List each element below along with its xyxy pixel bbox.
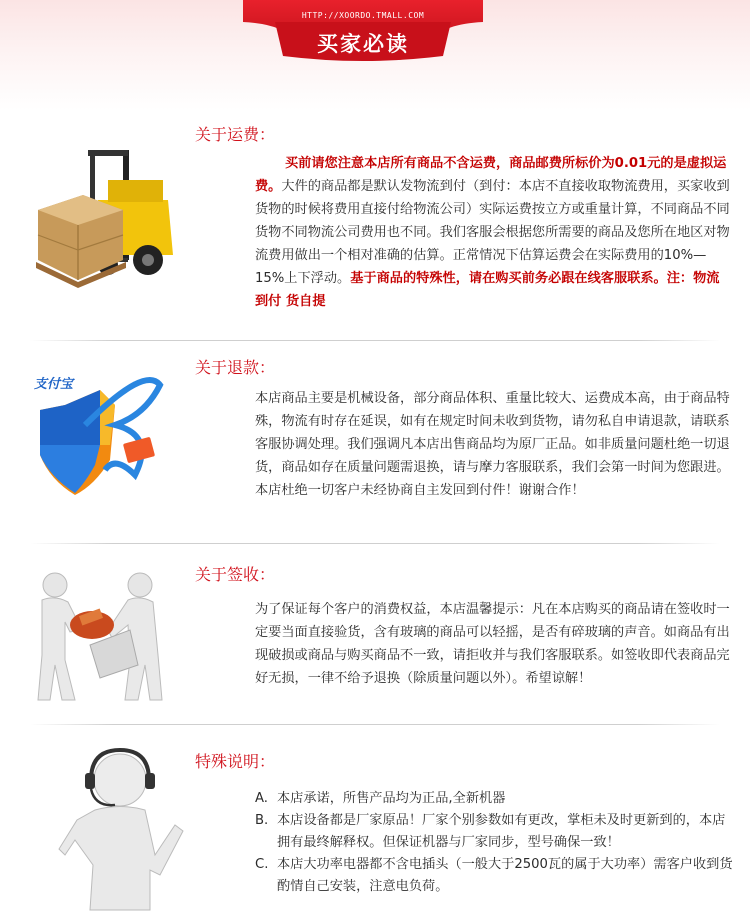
shipping-highlight-1: 买前请您注意本店所有商品不含运费，商品邮费所标价为0.01元的是虚拟运费。 [255, 156, 727, 194]
list-item-label: C. [255, 857, 269, 872]
list-item [255, 810, 735, 854]
shipping-text [255, 152, 730, 313]
refund-body: 本店商品主要是机械设备，部分商品体积、重量比较大、运费成本高，由于商品特殊，物流有时存在延误，如有在规定时间未收到货物，请勿私自申请退款，请联系客服协调处理。我们强调凡本店出售商品均为原厂正品。如非质量问题杜绝一切退货，商品如存在质量问题需退换，请与摩力客服联系，我们会第一时间为您跟进。本店杜绝一切客户未经协商自主发回到付件！谢谢合作！ [255, 391, 730, 498]
shipping-highlight-2: 基于商品的特殊性，请在购买前务必跟在线客服联系。注：物流到付 货自提 [255, 271, 720, 309]
list-item [255, 854, 735, 898]
shipping-body: 大件的商品都是默认发物流到付（到付：本店不直接收取物流费用，买家收到货物的时候将费用直接付给物流公司）实际运费按立方或重量计算，不同商品不同货物不同物流公司费用也不同。我们客服会根据您所需要的商品及您所在地区对物流费用做出一个相对准确的估算。正常情况下估算运费会在实际费用的10%—15%上下浮动。 [255, 179, 730, 286]
receipt-body: 为了保证每个客户的消费权益，本店温馨提示：凡在本店购买的商品请在签收时一定要当面直接验货，含有玻璃的商品可以轻摇，是否有碎玻璃的声音。如商品有出现破损或商品与购买商品不一致，请拒收并与我们客服联系。如签收即代表商品完好无损，一律不给予退换（除质量问题以外）。希望谅解！ [255, 602, 730, 686]
divider-2 [30, 543, 720, 544]
list-item-label: A. [255, 791, 268, 806]
store-url: HTTP://XOORDO.TMALL.COM [301, 11, 425, 20]
shipping-title: 关于运费： [195, 125, 276, 144]
page-title: 买家必读 [317, 32, 409, 56]
divider-1 [30, 340, 720, 341]
forklift-boxes-icon [28, 140, 178, 300]
list-item-text: 本店设备都是厂家原品！厂家个别参数如有更改，掌柜未及时更新到的，本店拥有最终解释权。但保证机器与厂家同步，型号确保一致！ [277, 813, 726, 850]
list-item-text: 本店承诺，所售产品均为正品,全新机器 [277, 791, 506, 806]
divider-3 [30, 724, 720, 725]
list-item-label: B. [255, 813, 269, 828]
receipt-title: 关于签收： [195, 565, 276, 584]
refund-title: 关于退款： [195, 358, 276, 377]
special-title: 特殊说明： [195, 752, 276, 771]
list-item-text: 本店大功率电器都不含电插头（一般大于2500瓦的属于大功率）需客户收到货酌情自己安装，注意电负荷。 [277, 857, 733, 894]
people-handing-package-icon [20, 560, 180, 710]
special-list [255, 788, 735, 898]
alipay-logo-text: 支付宝 [34, 377, 74, 392]
headset-agent-icon [55, 745, 185, 915]
list-item [255, 788, 735, 810]
